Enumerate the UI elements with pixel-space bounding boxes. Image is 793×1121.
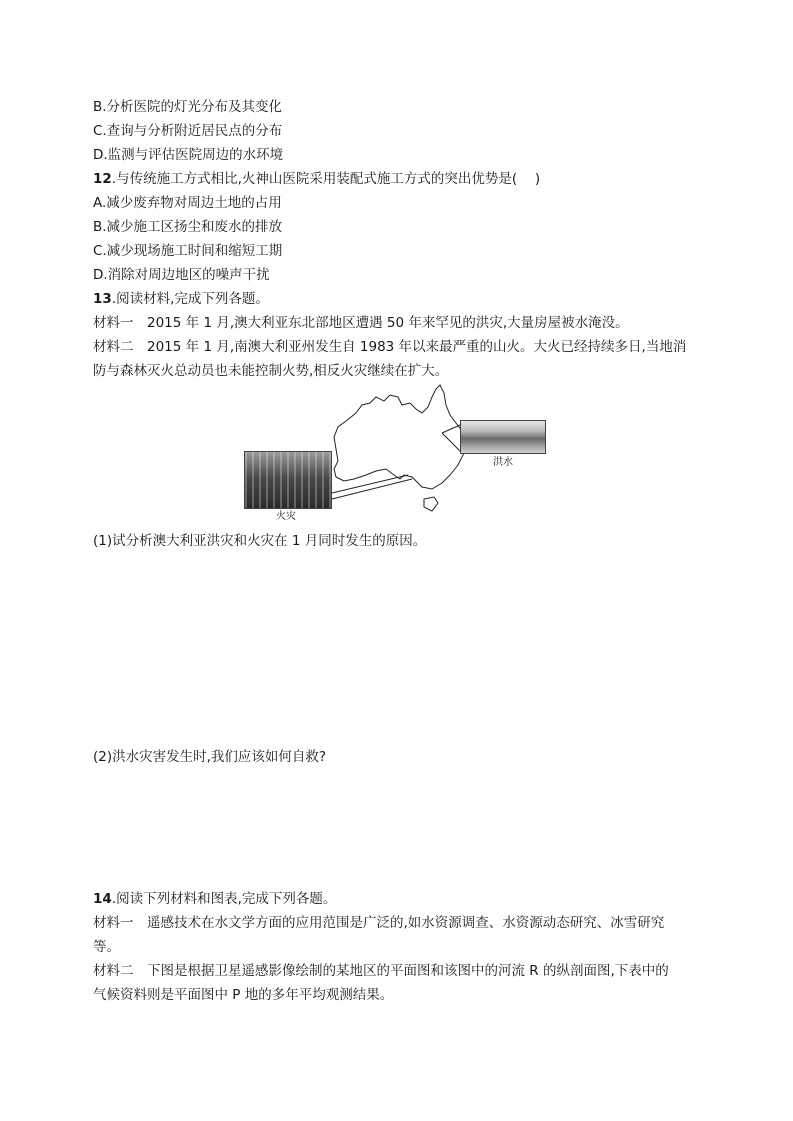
q14-stem [93, 890, 336, 908]
q14-stem-text: .阅读下列材料和图表,完成下列各题。 [111, 891, 337, 907]
q13-sub2: (2)洪水灾害发生时,我们应该如何自救? [93, 749, 327, 765]
fire-photo [244, 451, 332, 509]
q12-stem [93, 170, 540, 188]
q13-material1: 材料一 2015 年 1 月,澳大利亚东北部地区遭遇 50 年来罕见的洪灾,大量房屋被水淹没。 [93, 315, 629, 331]
q14-material1-line1: 材料一 遥感技术在水文学方面的应用范围是广泛的,如水资源调查、水资源动态研究、冰雪研究 [93, 915, 665, 931]
q12-option-c: C.减少现场施工时间和缩短工期 [93, 243, 283, 259]
flood-photo [460, 420, 546, 454]
australia-map-figure [244, 383, 549, 525]
q12-number: 12 [93, 171, 112, 187]
q11-option-d: D.监测与评估医院周边的水环境 [93, 147, 284, 163]
q11-option-b: B.分析医院的灯光分布及其变化 [93, 99, 283, 115]
q12-option-b: B.减少施工区扬尘和废水的排放 [93, 219, 283, 235]
q13-stem-text: .阅读材料,完成下列各题。 [111, 291, 269, 307]
q11-option-c: C.查询与分析附近居民点的分布 [93, 123, 283, 139]
q12-option-a: A.减少废弃物对周边土地的占用 [93, 195, 282, 211]
q14-material2-line1: 材料二 下图是根据卫星遥感影像绘制的某地区的平面图和该图中的河流 R 的纵剖面图,下表中的 [93, 963, 669, 979]
q14-material2-line2: 气候资料则是平面图中 P 地的多年平均观测结果。 [93, 987, 394, 1003]
q13-stem [93, 290, 269, 308]
q13-number: 13 [93, 291, 112, 307]
flood-caption: 洪水 [493, 457, 513, 468]
tasmania-outline [424, 497, 438, 511]
q14-number: 14 [93, 891, 112, 907]
q14-material1-line2: 等。 [93, 939, 120, 955]
q13-material2-line2: 防与森林灭火总动员也未能控制火势,相反火灾继续在扩大。 [93, 363, 449, 379]
fire-caption: 火灾 [276, 511, 296, 522]
q13-material2-line1: 材料二 2015 年 1 月,南澳大利亚州发生自 1983 年以来最严重的山火。大火已经持续多日,当地消 [93, 339, 687, 355]
q13-sub1: (1)试分析澳大利亚洪灾和火灾在 1 月同时发生的原因。 [93, 533, 427, 549]
q12-stem-text: .与传统施工方式相比,火神山医院采用装配式施工方式的突出优势是( ) [111, 171, 541, 187]
q12-option-d: D.消除对周边地区的噪声干扰 [93, 267, 270, 283]
